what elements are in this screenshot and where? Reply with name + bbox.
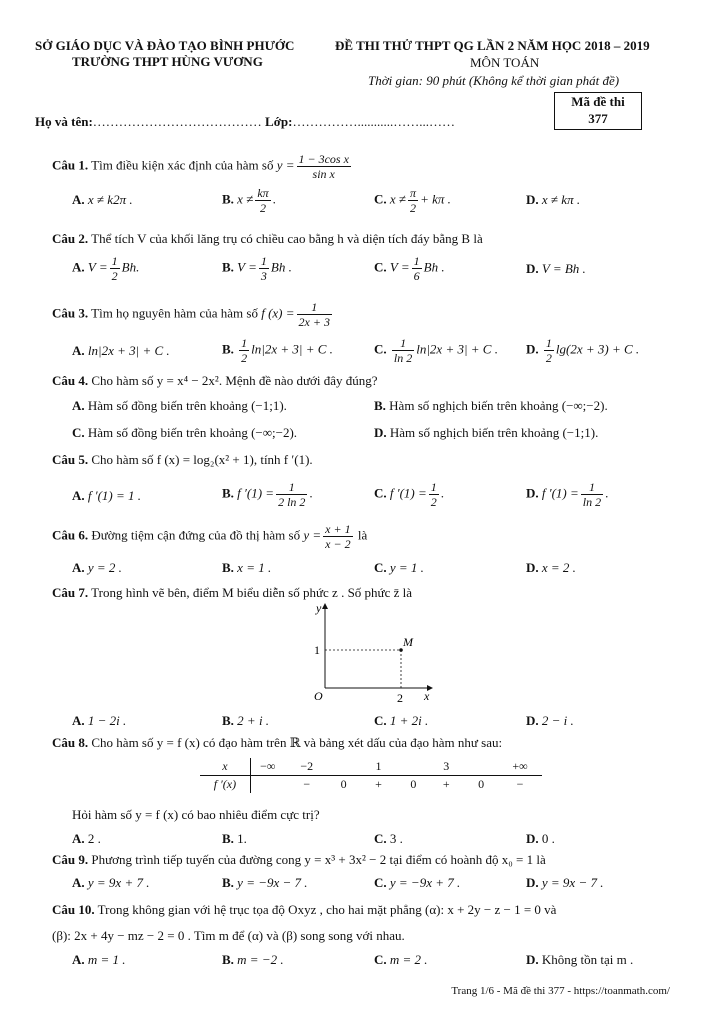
q9-option-b[interactable]: B. y = −9x − 7 . <box>222 875 308 890</box>
q7-option-c[interactable]: C. 1 + 2i . <box>374 713 429 728</box>
q6-option-c[interactable]: C. y = 1 . <box>374 560 424 575</box>
sign-table <box>200 758 542 793</box>
q4-option-a[interactable]: A. Hàm số đồng biến trên khoảng (−1;1). <box>72 398 287 413</box>
class-dots: ……………...........……...…… <box>292 114 455 129</box>
q1-option-c[interactable]: C. x ≠ $\frac{\pi}{2}$ + kπ . <box>374 186 451 215</box>
q10-option-b[interactable]: B. m = −2 . <box>222 952 284 967</box>
name-label: Họ và tên: <box>35 114 93 129</box>
q9-option-d[interactable]: D. y = 9x − 7 . <box>526 875 604 890</box>
tick-x-label: 2 <box>397 691 403 705</box>
complex-plane-graph <box>300 598 450 710</box>
q7-option-b[interactable]: B. 2 + i . <box>222 713 270 728</box>
q6-option-a[interactable]: A. y = 2 . <box>72 560 122 575</box>
sign-table-row-x: x −∞ −2 1 3 +∞ <box>200 758 542 776</box>
q6-option-b[interactable]: B. x = 1 . <box>222 560 272 575</box>
exam-code-label: Mã đề thi <box>571 94 625 109</box>
q2-option-a[interactable]: A. V = $\frac{1}{2}$ Bh. <box>72 254 140 283</box>
exam-title: ĐỀ THI THỬ THPT QG LẦN 2 NĂM HỌC 2018 – 2019 <box>335 38 650 53</box>
q2-option-b[interactable]: B. V = $\frac{1}{3}$ Bh . <box>222 254 292 283</box>
question-4: Câu 4. Cho hàm số y = x⁴ − 2x². Mệnh đề nào dưới đây đúng? <box>52 373 378 388</box>
class-label: Lớp: <box>265 114 293 129</box>
q4-option-c[interactable]: C. Hàm số đồng biến trên khoảng (−∞;−2). <box>72 425 298 440</box>
q5-option-d[interactable]: D. f ′(1) = $\frac{1}{\ln 2}$ . <box>526 480 609 509</box>
page-footer: Trang 1/6 - Mã đề thi 377 - https://toanmath.com/ <box>451 985 670 997</box>
question-9: Câu 9. Phương trình tiếp tuyến của đường cong y = x³ + 3x² − 2 tại điểm có hoành độ x₀ = 1 là <box>52 852 546 867</box>
question-10-line2: (β): 2x + 4y − mz − 2 = 0 . Tìm m để (α) và (β) song song với nhau. <box>52 928 405 943</box>
q1-option-a[interactable]: A. x ≠ k2π . <box>72 192 133 207</box>
q6-option-d[interactable]: D. x = 2 . <box>526 560 576 575</box>
q5-option-a[interactable]: A. f ′(1) = 1 . <box>72 488 142 503</box>
exam-code-value: 377 <box>588 111 608 126</box>
q10-option-c[interactable]: C. m = 2 . <box>374 952 428 967</box>
q4-option-d[interactable]: D. Hàm số nghịch biến trên khoảng (−1;1). <box>374 425 599 440</box>
q5-option-b[interactable]: B. f ′(1) = $\frac{1}{2 \ln 2}$ . <box>222 480 313 509</box>
x-axis-label: x <box>424 689 430 703</box>
q7-option-d[interactable]: D. 2 − i . <box>526 713 574 728</box>
q1-option-d[interactable]: D. x ≠ kπ . <box>526 192 581 207</box>
exam-time: Thời gian: 90 phút (Không kể thời gian phát đề) <box>368 73 620 88</box>
q8-option-d[interactable]: D. 0 . <box>526 831 555 846</box>
point-m-label: M <box>403 635 413 649</box>
q4-option-b[interactable]: B. Hàm số nghịch biến trên khoảng (−∞;−2). <box>374 398 608 413</box>
q1-fraction: $\frac{\text{1 − 3cos x}}{\text{sin x}}$ <box>298 152 349 181</box>
subject: MÔN TOÁN <box>470 55 540 70</box>
tick-y-label: 1 <box>314 643 320 657</box>
q8-ask: Hỏi hàm số y = f (x) có bao nhiêu điểm cực trị? <box>72 807 320 822</box>
question-10: Câu 10. Trong không gian với hệ trục tọa độ Oxyz , cho hai mặt phẳng (α): x + 2y − z − 1 = 0 và <box>52 902 557 917</box>
sign-table-row-fprime: f ′(x) − 0 + 0 + 0 − <box>200 776 542 794</box>
q1-option-b[interactable]: B. x ≠ $\frac{k\pi}{2}$ . <box>222 186 276 215</box>
question-2: Câu 2. Thể tích V của khối lăng trụ có chiều cao bằng h và diện tích đáy bằng B là <box>52 231 483 246</box>
q10-option-a[interactable]: A. m = 1 . <box>72 952 126 967</box>
q10-option-d[interactable]: D. Không tồn tại m . <box>526 952 634 967</box>
q5-option-c[interactable]: C. f ′(1) = $\frac{1}{2}$ . <box>374 480 445 509</box>
question-8: Câu 8. Cho hàm số y = f (x) có đạo hàm trên ℝ và bảng xét dấu của đạo hàm như sau: <box>52 735 503 750</box>
question-1: Câu 1. Tìm điều kiện xác định của hàm số y = $\frac{\text{1 − 3cos x}}{\text{sin x}}$ <box>52 152 349 181</box>
q1-label: Câu 1. <box>52 157 89 173</box>
q3-option-d[interactable]: D. $\frac{1}{2}$ lg(2x + 3) + C . <box>526 336 640 365</box>
q9-option-c[interactable]: C. y = −9x + 7 . <box>374 875 461 890</box>
q3-option-b[interactable]: B. $\frac{1}{2}$ ln|2x + 3| + C . <box>222 336 333 365</box>
q3-option-a[interactable]: A. ln|2x + 3| + C . <box>72 343 170 358</box>
q8-option-a[interactable]: A. 2 . <box>72 831 101 846</box>
q8-option-c[interactable]: C. 3 . <box>374 831 403 846</box>
name-line <box>35 114 455 130</box>
origin-label: O <box>314 689 323 703</box>
q2-option-c[interactable]: C. V = $\frac{1}{6}$ Bh . <box>374 254 445 283</box>
exam-code-box <box>554 92 642 130</box>
question-6: Câu 6. Đường tiệm cận đứng của đồ thị hàm số y = $\frac{x + 1}{x - 2}$ là <box>52 522 368 551</box>
question-5: Câu 5. Cho hàm số f (x) = log₂(x² + 1), tính f ′(1). <box>52 452 313 467</box>
q7-option-a[interactable]: A. 1 − 2i . <box>72 713 127 728</box>
dept-name: SỞ GIÁO DỤC VÀ ĐÀO TẠO BÌNH PHƯỚC <box>35 38 295 53</box>
q1-text: Tìm điều kiện xác định của hàm số <box>91 157 274 173</box>
name-dots: ………………………………… <box>92 114 262 129</box>
y-axis-label: y <box>316 601 322 615</box>
school-name: TRƯỜNG THPT HÙNG VƯƠNG <box>72 54 263 69</box>
q3-option-c[interactable]: C. $\frac{1}{\ln 2}$ ln|2x + 3| + C . <box>374 336 498 365</box>
q8-option-b[interactable]: B. 1. <box>222 831 247 846</box>
question-7: Câu 7. Trong hình vẽ bên, điểm M biểu diễn số phức z . Số phức z̄ là <box>52 585 413 600</box>
question-3: Câu 3. Tìm họ nguyên hàm của hàm số f (x) = $\frac{1}{2x + 3}$ <box>52 300 330 329</box>
q9-option-a[interactable]: A. y = 9x + 7 . <box>72 875 150 890</box>
q2-option-d[interactable]: D. V = Bh . <box>526 261 586 276</box>
